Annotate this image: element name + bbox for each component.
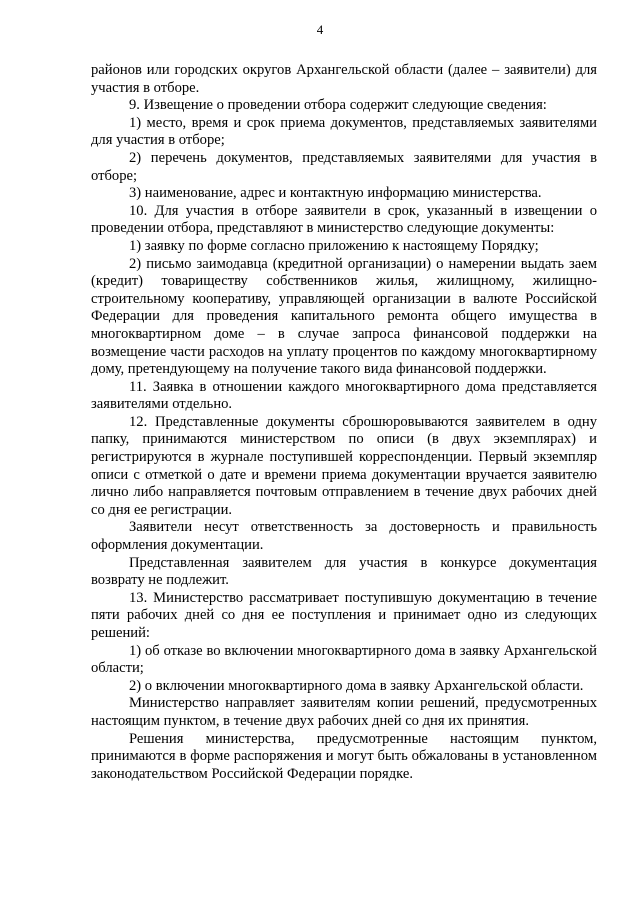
- paragraph-12-registration: 12. Представленные документы сброшюровываются заявителем в одну папку, принимаются министерством по описи (в двух экземплярах) и регистрируются в журнале поступившей корреспонденции. Первый экземпляр описи с отметкой о дате и времени приема документации вручается заявителю лично либо направляется почтовым отправлением в течение двух рабочих дней со дня ее регистрации.: [91, 413, 597, 518]
- paragraph-decision-copies: Министерство направляет заявителям копии решений, предусмотренных настоящим пунктом, в течение двух рабочих дней со дня их принятия.: [91, 695, 597, 729]
- paragraph-10-documents: 10. Для участия в отборе заявители в срок, указанный в извещении о проведении отбора, представляют в министерство следующие документы:: [91, 202, 597, 237]
- paragraph-decision-appeal: Решения министерства, предусмотренные настоящим пунктом, принимаются в форме распоряжения и могут быть обжалованы в установленном законодательством Российской Федерации порядке.: [91, 730, 597, 782]
- paragraph-9-item-2: 2) перечень документов, представляемых заявителями для участия в отборе;: [91, 149, 597, 184]
- paragraph-9-notice-contents: 9. Извещение о проведении отбора содержит следующие сведения:: [129, 97, 547, 114]
- document-body: [91, 62, 597, 783]
- paragraph-applicants-continuation: районов или городских округов Архангельской области (далее – заявители) для участия в отборе.: [91, 62, 597, 96]
- paragraph-13-item-1: 1) об отказе во включении многоквартирного дома в заявку Архангельской области;: [91, 642, 597, 677]
- page-number: 4: [316, 22, 324, 37]
- paragraph-10-item-2: 2) письмо заимодавца (кредитной организации) о намерении выдать заем (кредит) товариществу собственников жилья, жилищному, жилищно-строительному кооперативу, управляющей организации в валюте Российской Федерации для проведения капитального ремонта общего имущества в многоквартирном доме – в случае запроса финансовой поддержки на возмещение части расходов на уплату процентов по каждому многоквартирному дому, претендующему на получение такого вида финансовой поддержки.: [91, 255, 597, 378]
- paragraph-10-item-1: 1) заявку по форме согласно приложению к настоящему Порядку;: [129, 237, 539, 254]
- paragraph-responsibility: Заявители несут ответственность за достоверность и правильность оформления документации.: [91, 519, 597, 554]
- paragraph-13-item-2: 2) о включении многоквартирного дома в заявку Архангельской области.: [129, 677, 584, 694]
- paragraph-13-review: 13. Министерство рассматривает поступившую документацию в течение пяти рабочих дней со дня ее поступления и принимает одно из следующих решений:: [91, 589, 597, 641]
- paragraph-11-application: 11. Заявка в отношении каждого многоквартирного дома представляется заявителями отдельно.: [91, 378, 597, 413]
- paragraph-9-item-1: 1) место, время и срок приема документов, представляемых заявителями для участия в отборе;: [91, 114, 597, 149]
- paragraph-9-item-3: 3) наименование, адрес и контактную информацию министерства.: [129, 185, 542, 202]
- paragraph-no-return: Представленная заявителем для участия в конкурсе документация возврату не подлежит.: [91, 554, 597, 589]
